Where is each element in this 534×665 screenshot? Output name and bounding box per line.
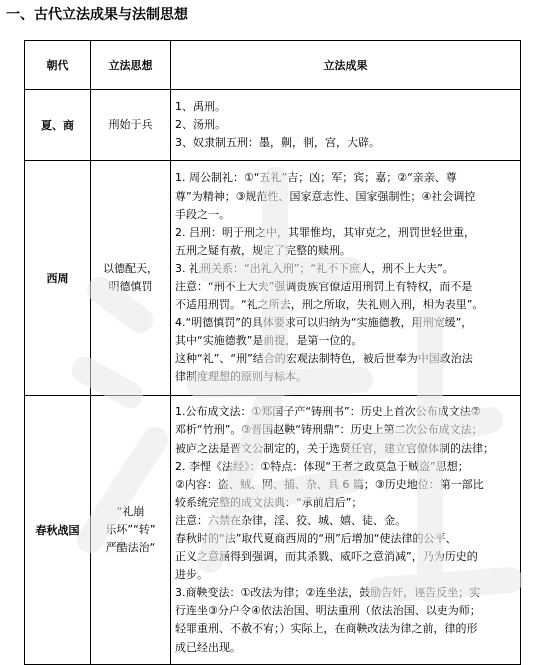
achievement-line: 手段之一。: [175, 207, 230, 221]
achievements-cell: [171, 396, 521, 665]
achievement-line: 成已经出现。: [175, 640, 241, 654]
achievement-line: 其中“实施德教”是前提，是第一位的。: [175, 334, 363, 348]
achievement-line: 2. 李悝《法经》：①特点：体现“王者之政莫急于贼盗”思想；: [175, 459, 469, 473]
achievement-line: 3. 礼刑关系：“出礼入刑”；“礼不下庶人，刑不上大夫”。: [175, 261, 454, 275]
achievement-line: 1. 周公制礼：①“五礼”吉；凶；军；宾；嘉；②“亲亲、尊: [175, 171, 457, 185]
legal-history-table: [24, 40, 521, 665]
achievement-line: 轻罪重刑、不赦不宥；）实际上，在商鞅改法为律之前，律的形: [175, 622, 478, 636]
achievement-line: 较系统完整的成文法典：“承前启后”；: [175, 495, 363, 509]
dynasty-cell: 春秋战国: [25, 396, 91, 665]
header-thought: 立法思想: [91, 41, 171, 90]
thought-line: 严酷法治“: [105, 541, 156, 555]
achievement-line: 春秋时的“法”取代夏商西周的“刑”后增加“使法律的公平、: [175, 532, 457, 545]
achievement-line: 五刑之疑有赦，规定了完整的赎刑。: [175, 243, 351, 257]
dynasty-cell: 西周: [25, 161, 91, 396]
achievements-cell: [171, 161, 521, 396]
achievement-line: 进步。: [175, 568, 208, 582]
achievement-line: 这种“礼”、“刑”结合的宏观法制特色，被后世奉为中国政治法: [175, 352, 473, 366]
achievement-line: 3.商鞅变法：①改法为律；②连坐法，鼓励告奸，诬告反坐；实: [175, 586, 481, 600]
achievement-line: ②内容：盗、贼、网、捕、杂、具 6 篇；③历史地位：第一部比: [175, 477, 484, 491]
achievement-line: 1、禹刑。: [175, 99, 226, 113]
achievement-line: 2. 吕刑：明于刑之中，其罪惟均，其审克之，刑罚世轻世重，: [175, 225, 475, 239]
header-dynasty: 朝代: [25, 41, 91, 90]
achievement-line: 2、汤刑。: [175, 117, 226, 131]
achievement-line: 4.“明德慎罚”的具体要求可以归纳为“实施德教，用刑宽缓”，: [175, 316, 473, 330]
achievements-cell: [171, 90, 521, 161]
thought-cell: [91, 90, 171, 161]
table-row-xia-shang: [25, 90, 521, 161]
header-achievements: 立法成果: [171, 41, 521, 90]
achievement-line: 尊”为精神；③规范性、国家意志性、国家强制性；④社会调控: [175, 189, 476, 203]
achievement-line: 邓析“竹刑”。③晋国赵鞅“铸刑鼎”：历史上第二次公布成文法；: [175, 423, 483, 437]
achievement-line: 注意：“刑不上大夫”强调贵族官僚适用刑罚上有特权，而不是: [175, 280, 473, 293]
achievement-line: 1.公布成文法：①郑国子产“铸刑书”：历史上首次公布成文法②: [175, 405, 481, 419]
table-header-row: [25, 41, 521, 90]
achievement-line: 不适用刑罚。“礼之所去，刑之所取，失礼则入刑，相为表里”。: [175, 298, 484, 312]
thought-line: “礼崩: [116, 504, 145, 518]
table-row-western-zhou: [25, 161, 521, 396]
thought-cell: [91, 396, 171, 665]
thought-line: 明德慎罚: [108, 280, 153, 293]
dynasty-cell: 夏、商: [25, 90, 91, 161]
achievement-line: 律制度理想的原则与标本。: [175, 370, 307, 384]
thought-line: 乐坏”“转”: [105, 522, 156, 536]
thought-cell: [91, 161, 171, 396]
section-heading: 一、古代立法成果与法制思想: [6, 7, 188, 23]
achievement-line: 被庐之法是晋文公制定的，关于选贤任官，建立官僚体制的法律；: [175, 441, 494, 455]
achievement-line: 行连坐③分户令④依法治国、明法重刑（依法治国、以吏为师；: [175, 604, 481, 618]
thought-line: 刑始于兵: [108, 117, 153, 131]
achievement-line: 注意：六禁在杂律，淫、狡、城、嬉、徒、金。: [175, 513, 406, 527]
achievement-line: 3、奴隶制五刑：墨，劓，剕，宫，大辟。: [175, 136, 380, 150]
table-row-spring-autumn: [25, 396, 521, 665]
achievement-line: 正义之意涵得到强调，而其杀戮、威吓之意消减”，乃为历史的: [175, 550, 478, 564]
thought-line: 以德配天，: [103, 261, 158, 275]
